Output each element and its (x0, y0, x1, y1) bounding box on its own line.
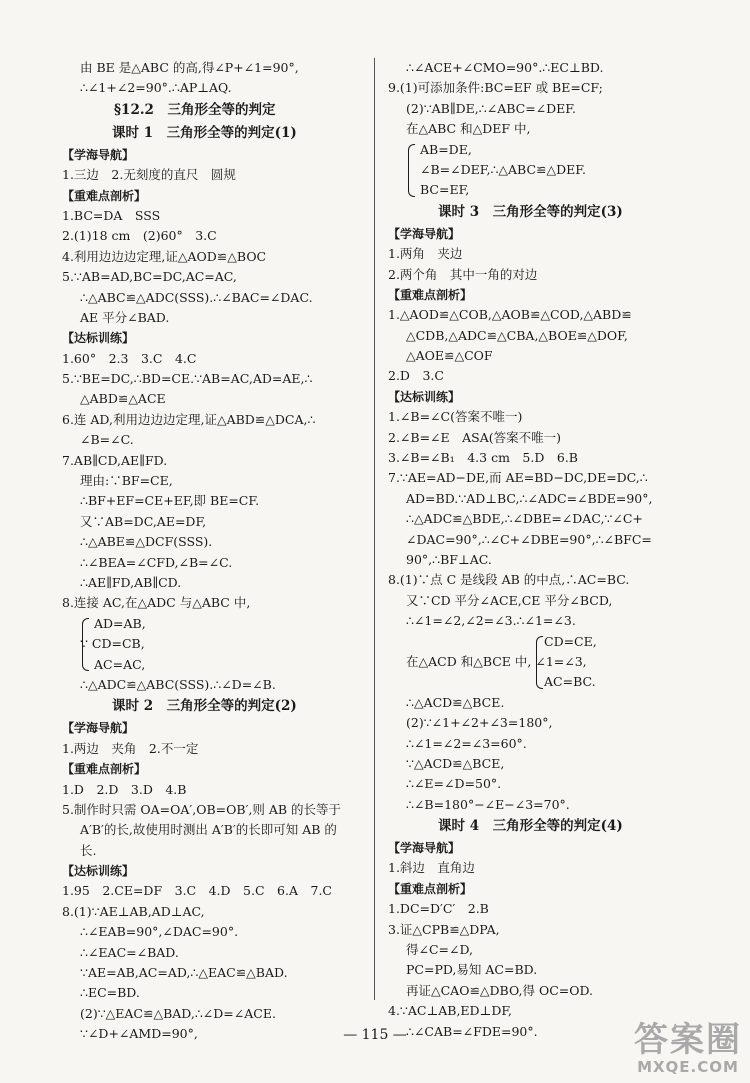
text-line: AB=DE, (420, 141, 472, 157)
page-number: — 115 — (343, 1027, 407, 1043)
text-line: 1.95 2.CE=DF 3.C 4.D 5.C 6.A 7.C (62, 883, 332, 899)
left-brace (536, 636, 543, 689)
text-line: △CDB,△ADC≌△CBA,△BOE≌△DOF, (406, 327, 628, 343)
text-line: 8.(1)∵点 C 是线段 AB 的中点,∴AC=BC. (388, 572, 630, 588)
watermark-logo (634, 1020, 742, 1076)
section-header: 【重难点剖析】 (62, 762, 147, 777)
lesson-title: 课时 2 三角形全等的判定(2) (112, 698, 297, 715)
section-header: 【重难点剖析】 (62, 188, 147, 203)
text-line: ∵AE=AB,AC=AD,∴△EAC≌△BAD. (80, 965, 288, 981)
text-line: ∵∠D+∠AMD=90°, (80, 1026, 198, 1042)
lesson-title: 课时 1 三角形全等的判定(1) (112, 124, 297, 141)
left-column (62, 58, 367, 1045)
text-line: ∵△ACD≌△BCE, (406, 755, 505, 771)
watermark-url: MXQE.COM (637, 1058, 739, 1076)
text-line: ∴∠EAC=∠BAD. (80, 944, 179, 960)
right-column (388, 58, 710, 1042)
text-line: 1.D 2.D 3.D 4.B (62, 781, 187, 797)
lesson-title: 课时 4 三角形全等的判定(4) (438, 818, 623, 835)
section-header: 【学海导航】 (62, 147, 135, 162)
text-line: ∴△ACD≌△BCE. (406, 694, 505, 710)
text-line: ∵ CD=CB, (80, 636, 145, 652)
text-line: ∴∠1=∠2,∠2=∠3.∴∠1=∠3. (406, 613, 576, 629)
text-line: ∴∠EAB=90°,∠DAC=90°. (80, 924, 239, 940)
column-divider (374, 58, 375, 1000)
text-line: ∴△ADC≌△ABC(SSS).∴∠D=∠B. (80, 676, 276, 692)
text-line: ∠B=∠DEF,∴△ABC≌△DEF. (420, 161, 586, 177)
text-line: ∴EC=BD. (80, 985, 140, 1001)
text-line: 3.∠B=∠B₁ 4.3 cm 5.D 6.B (388, 450, 578, 466)
text-line: ∴△ADC≌△BDE,∴∠DBE=∠DAC,∵∠C+ (406, 511, 643, 527)
text-line: ∠DAC=90°,∴∠C+∠DBE=90°,∴∠BFC= (406, 531, 652, 547)
text-line: 1.斜边 直角边 (388, 860, 475, 876)
text-line: 再证△CAO≌△DBO,得 OC=OD. (406, 982, 594, 998)
text-line: (2)∵△EAC≌△BAD,∴∠D=∠ACE. (80, 1005, 276, 1021)
section-header: 【达标训练】 (62, 864, 135, 879)
text-line: 7.∵AE=AD−DE,而 AE=BD−DC,DE=DC,∴ (388, 470, 648, 486)
text-line: 2.两个角 其中一角的对边 (388, 266, 538, 282)
text-line: 2.(1)18 cm (2)60° 3.C (62, 228, 217, 244)
section-header: 【达标训练】 (62, 331, 135, 346)
text-line: A′B′的长,故使用时测出 A′B′的长即可知 AB 的 (80, 822, 337, 838)
text-line: 在△ABC 和△DEF 中, (406, 121, 531, 137)
text-line: 1.两角 夹边 (388, 246, 463, 262)
text-line: 1.三边 2.无刻度的直尺 圆规 (62, 167, 236, 183)
equation-system (62, 614, 367, 675)
text-line: 得∠C=∠D, (406, 942, 474, 958)
text-line: 在△ACD 和△BCE 中, ∠1=∠3, (406, 653, 587, 669)
text-line: ∠B=∠C. (80, 432, 134, 448)
watermark-text: 答案圈 (634, 1020, 742, 1060)
text-line: 又∵AB=DC,AE=DF, (80, 513, 207, 529)
text-line: 5.制作时只需 OA=OA′,OB=OB′,则 AB 的长等于 (62, 801, 342, 817)
text-line: 5.∵AB=AD,BC=DC,AC=AC, (62, 269, 237, 285)
text-line: 1.DC=D′C′ 2.B (388, 901, 489, 917)
text-line: 6.连 AD,利用边边边定理,证△ABD≌△DCA,∴ (62, 411, 316, 427)
section-header: 【学海导航】 (388, 226, 461, 241)
text-line: (2)∵AB∥DE,∴∠ABC=∠DEF. (406, 100, 576, 116)
text-line: AC=AC, (94, 656, 146, 672)
text-line: ∴AE∥FD,AB∥CD. (80, 574, 182, 590)
text-line: ∴∠ACE+∠CMO=90°.∴EC⊥BD. (406, 60, 604, 75)
text-line: 5.∵BE=DC,∴BD=CE.∵AB=AC,AD=AE,∴ (62, 371, 313, 387)
text-line: ∴∠E=∠D=50°. (406, 776, 502, 792)
text-line: 8.(1)∵AE⊥AB,AD⊥AC, (62, 903, 205, 919)
text-line: BC=EF, (420, 182, 470, 198)
text-line: 4.∵AC⊥AB,ED⊥DF, (388, 1003, 513, 1019)
text-line: △ABD≌△ACE (80, 391, 166, 407)
section-header: 【重难点剖析】 (388, 881, 473, 896)
section-header: 【达标训练】 (388, 389, 461, 404)
text-line: 1.BC=DA SSS (62, 207, 161, 223)
text-line: 1.∠B=∠C(答案不唯一) (388, 409, 523, 425)
section-header: 【学海导航】 (62, 721, 135, 736)
text-line: ∴∠B=180°−∠E−∠3=70°. (406, 796, 570, 812)
text-line: 2.∠B=∠E ASA(答案不唯一) (388, 429, 562, 445)
text-line: AE 平分∠BAD. (80, 309, 170, 325)
text-line: 由 BE 是△ABC 的高,得∠P+∠1=90°, (80, 60, 299, 75)
text-line: 长. (80, 842, 97, 858)
text-line: ∴∠CAB=∠FDE=90°. (406, 1023, 538, 1039)
text-line: △AOE≌△COF (406, 348, 493, 364)
left-brace (408, 144, 415, 197)
text-line: AD=AB, (94, 615, 146, 631)
text-line: 1.两边 夹角 2.不一定 (62, 740, 199, 756)
text-line: ∴△ABC≌△ADC(SSS).∴∠BAC=∠DAC. (80, 289, 313, 305)
text-line: AD=BD.∵AD⊥BC,∴∠ADC=∠BDE=90°, (406, 490, 653, 506)
text-line: 7.AB∥CD,AE∥FD. (62, 452, 168, 468)
equation-system (388, 632, 710, 693)
text-line: ∴∠1+∠2=90°.∴AP⊥AQ. (80, 80, 232, 96)
text-line: 4.利用边边边定理,证△AOD≌△BOC (62, 248, 267, 264)
equation-system (388, 140, 710, 201)
text-line: 9.(1)可添加条件:BC=EF 或 BE=CF; (388, 80, 603, 96)
text-line: PC=PD,易知 AC=BD. (406, 962, 538, 978)
text-line: 8.连接 AC,在△ADC 与△ABC 中, (62, 595, 251, 611)
text-line: 理由:∵BF=CE, (80, 473, 173, 489)
text-line: 又∵CD 平分∠ACE,CE 平分∠BCD, (406, 592, 613, 608)
section-header: 【重难点剖析】 (388, 287, 473, 302)
text-line: 1.△AOD≌△COB,△AOB≌△COD,△ABD≌ (388, 307, 632, 323)
text-line: 90°,∴BF⊥AC. (406, 551, 492, 567)
left-brace (82, 618, 89, 671)
text-line: (2)∵∠1+∠2+∠3=180°, (406, 715, 553, 731)
text-line: AC=BC. (544, 674, 596, 690)
section-header: 【学海导航】 (388, 841, 461, 856)
text-line: ∴△ABE≌△DCF(SSS). (80, 534, 213, 550)
chapter-title: §12.2 三角形全等的判定 (114, 101, 276, 118)
text-line: ∴BF+EF=CE+EF,即 BE=CF. (80, 493, 260, 509)
text-line: 1.60° 2.3 3.C 4.C (62, 350, 197, 366)
text-line: ∴∠BEA=∠CFD,∠B=∠C. (80, 554, 233, 570)
text-line: ∴∠1=∠2=∠3=60°. (406, 735, 527, 751)
lesson-title: 课时 3 三角形全等的判定(3) (438, 203, 623, 220)
text-line: CD=CE, (544, 633, 597, 649)
text-line: 2.D 3.C (388, 368, 444, 384)
text-line: 3.证△CPB≌△DPA, (388, 921, 500, 937)
